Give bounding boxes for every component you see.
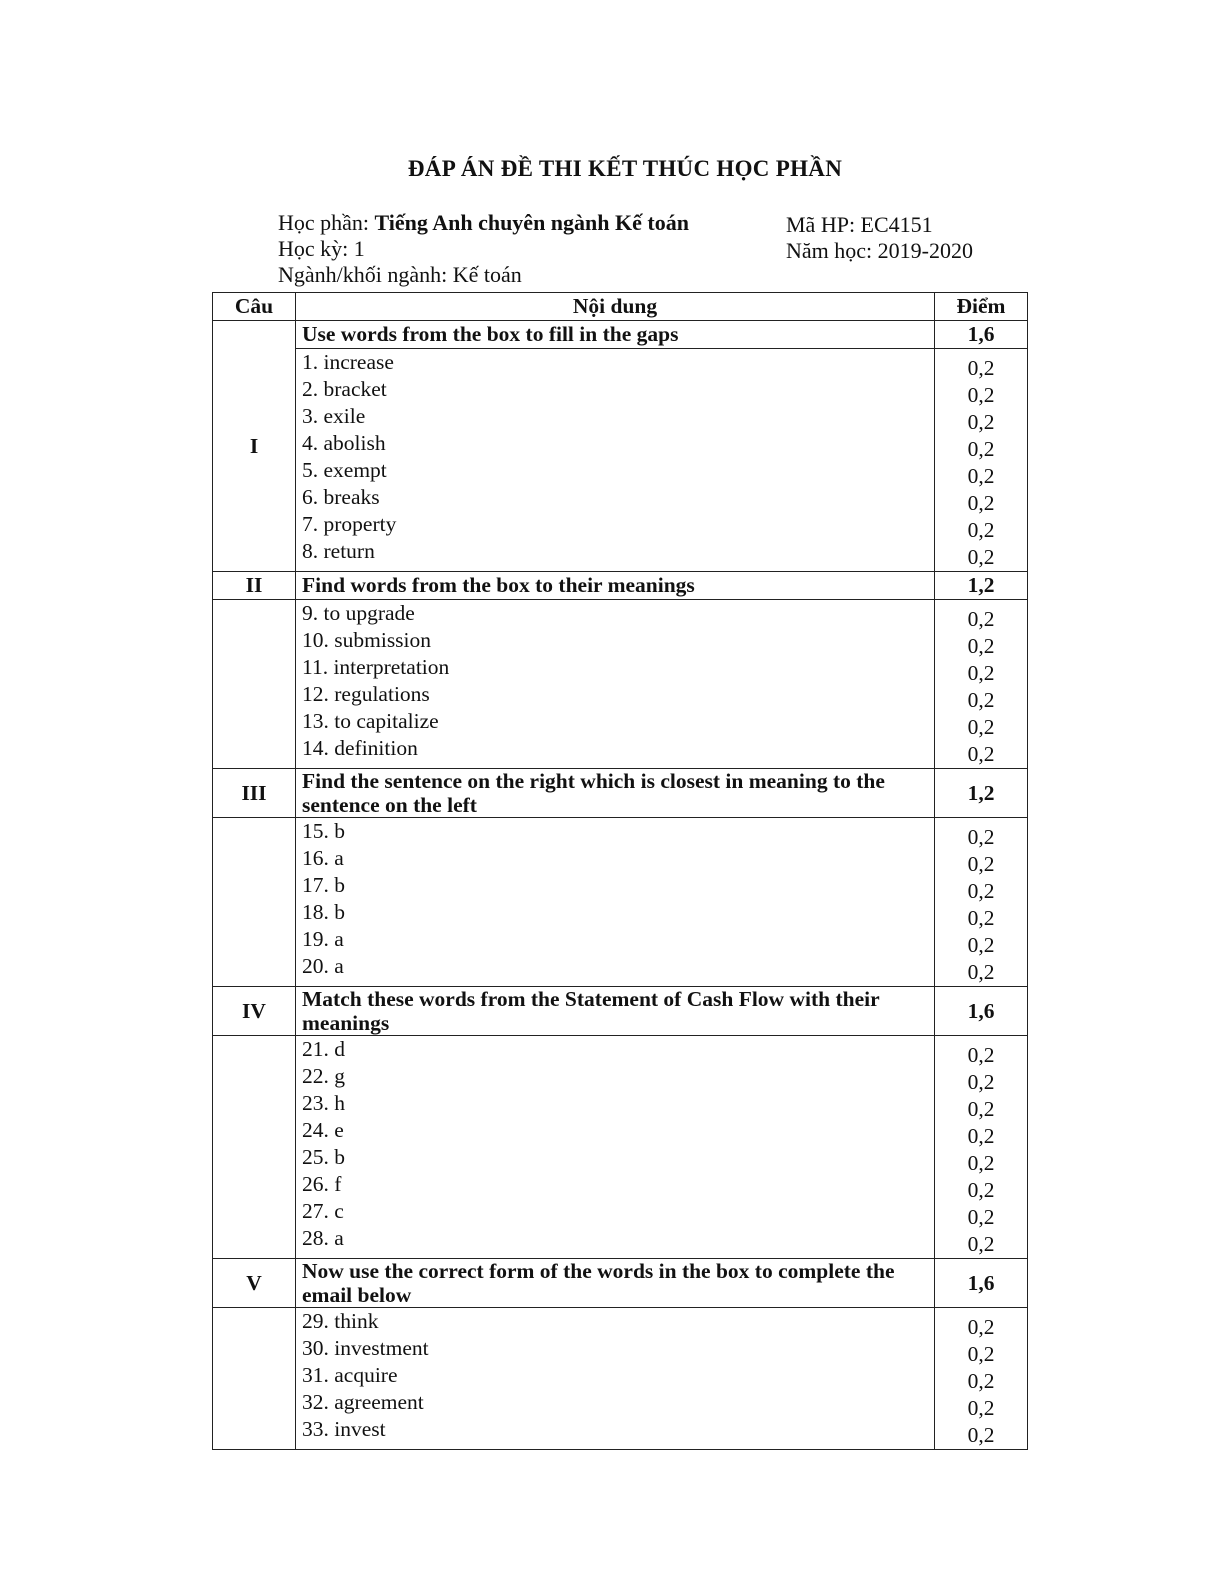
answer-points-list (935, 818, 1028, 987)
semester: Học kỳ: 1 (278, 236, 365, 261)
answer-point: 0,2 (967, 437, 995, 461)
answer-point: 0,2 (967, 410, 995, 434)
answer-item: 19. a (302, 927, 344, 951)
answer-point: 0,2 (967, 1124, 995, 1148)
section-heading: Use words from the box to fill in the gaps (296, 321, 935, 349)
section-answers-row (213, 818, 1028, 987)
answer-item: 32. agreement (302, 1390, 424, 1414)
answer-item: 25. b (302, 1145, 345, 1169)
answer-point: 0,2 (967, 1097, 995, 1121)
answer-list (296, 349, 935, 572)
answer-item: 17. b (302, 873, 345, 897)
answer-point: 0,2 (967, 825, 995, 849)
section-points: 1,2 (935, 769, 1028, 818)
answer-point: 0,2 (967, 933, 995, 957)
answer-item: 1. increase (302, 350, 394, 374)
answer-point: 0,2 (967, 1205, 995, 1229)
answer-item: 5. exempt (302, 458, 387, 482)
answer-item: 12. regulations (302, 682, 430, 706)
answer-point: 0,2 (967, 356, 995, 380)
course-info (278, 210, 689, 288)
answer-point: 0,2 (967, 1178, 995, 1202)
answer-point: 0,2 (967, 1043, 995, 1067)
header-noidung: Nội dung (296, 293, 935, 321)
answer-item: 14. definition (302, 736, 418, 760)
section-number: IV (213, 987, 296, 1036)
answer-list (296, 818, 935, 987)
answer-item: 20. a (302, 954, 344, 978)
header-cau: Câu (213, 293, 296, 321)
answer-point: 0,2 (967, 1315, 995, 1339)
answer-point: 0,2 (967, 1423, 995, 1447)
answer-points-list (935, 1308, 1028, 1450)
answer-point: 0,2 (967, 383, 995, 407)
answer-item: 11. interpretation (302, 655, 450, 679)
answer-item: 18. b (302, 900, 345, 924)
section-answers-row (213, 1036, 1028, 1259)
answer-list (296, 1036, 935, 1259)
section-number: V (213, 1259, 296, 1308)
answer-point: 0,2 (967, 960, 995, 984)
answer-point: 0,2 (967, 1396, 995, 1420)
answer-item: 7. property (302, 512, 397, 536)
section-answers-row (213, 1308, 1028, 1450)
course-label: Học phần: (278, 210, 370, 235)
answer-points-list (935, 600, 1028, 769)
answer-item: 30. investment (302, 1336, 429, 1360)
section-points: 1,6 (935, 987, 1028, 1036)
section-number: II (213, 572, 296, 600)
answer-item: 10. submission (302, 628, 432, 652)
answer-item: 26. f (302, 1172, 342, 1196)
answer-item: 4. abolish (302, 431, 386, 455)
answer-point: 0,2 (967, 1070, 995, 1094)
answer-item: 33. invest (302, 1417, 386, 1441)
answer-item: 8. return (302, 539, 375, 563)
section-points: 1,6 (935, 1259, 1028, 1308)
answer-point: 0,2 (967, 1342, 995, 1366)
course-code-info (786, 212, 973, 264)
answer-point: 0,2 (967, 688, 995, 712)
answer-point: 0,2 (967, 742, 995, 766)
answer-point: 0,2 (967, 545, 995, 569)
section-number: III (213, 769, 296, 818)
section-heading-row (213, 987, 1028, 1036)
answer-list (296, 600, 935, 769)
answer-points-list (935, 1036, 1028, 1259)
answer-table (212, 292, 1028, 1450)
section-heading: Find words from the box to their meanings (296, 572, 935, 600)
course-code: Mã HP: EC4151 (786, 212, 933, 237)
table-header-row (213, 293, 1028, 321)
answer-item: 9. to upgrade (302, 601, 415, 625)
answer-point: 0,2 (967, 661, 995, 685)
course-name: Tiếng Anh chuyên ngành Kế toán (374, 210, 689, 235)
empty-cell (213, 1308, 296, 1450)
answer-item: 31. acquire (302, 1363, 398, 1387)
answer-point: 0,2 (967, 634, 995, 658)
section-heading-row (213, 1259, 1028, 1308)
answer-point: 0,2 (967, 715, 995, 739)
section-heading: Now use the correct form of the words in the box to complete the email below (296, 1259, 935, 1308)
answer-item: 27. c (302, 1199, 344, 1223)
answer-points-list (935, 349, 1028, 572)
section-heading-row (213, 769, 1028, 818)
answer-item: 21. d (302, 1037, 345, 1061)
answer-point: 0,2 (967, 518, 995, 542)
section-number: I (213, 321, 296, 572)
answer-item: 29. think (302, 1309, 379, 1333)
empty-cell (213, 1036, 296, 1259)
answer-point: 0,2 (967, 1232, 995, 1256)
section-heading: Match these words from the Statement of Cash Flow with their meanings (296, 987, 935, 1036)
answer-list (296, 1308, 935, 1450)
answer-point: 0,2 (967, 607, 995, 631)
answer-item: 28. a (302, 1226, 344, 1250)
answer-point: 0,2 (967, 491, 995, 515)
answer-item: 3. exile (302, 404, 366, 428)
section-heading: Find the sentence on the right which is closest in meaning to the sentence on the left (296, 769, 935, 818)
answer-point: 0,2 (967, 1151, 995, 1175)
header-diem: Điểm (935, 293, 1028, 321)
major: Ngành/khối ngành: Kế toán (278, 262, 522, 287)
page-title: ĐÁP ÁN ĐỀ THI KẾT THÚC HỌC PHẦN (407, 156, 843, 181)
section-points: 1,2 (935, 572, 1028, 600)
answer-item: 2. bracket (302, 377, 387, 401)
section-points: 1,6 (935, 321, 1028, 349)
answer-item: 16. a (302, 846, 344, 870)
empty-cell (213, 600, 296, 769)
answer-point: 0,2 (967, 879, 995, 903)
answer-point: 0,2 (967, 906, 995, 930)
answer-item: 15. b (302, 819, 345, 843)
answer-item: 6. breaks (302, 485, 380, 509)
section-answers-row (213, 349, 1028, 572)
answer-item: 22. g (302, 1064, 345, 1088)
section-heading-row (213, 321, 1028, 349)
section-answers-row (213, 600, 1028, 769)
academic-year: Năm học: 2019-2020 (786, 238, 973, 263)
section-heading-row (213, 572, 1028, 600)
empty-cell (213, 818, 296, 987)
course-line (278, 210, 689, 236)
answer-point: 0,2 (967, 464, 995, 488)
answer-point: 0,2 (967, 1369, 995, 1393)
answer-item: 13. to capitalize (302, 709, 439, 733)
answer-item: 24. e (302, 1118, 344, 1142)
answer-table-body (213, 321, 1028, 1450)
answer-item: 23. h (302, 1091, 345, 1115)
answer-point: 0,2 (967, 852, 995, 876)
